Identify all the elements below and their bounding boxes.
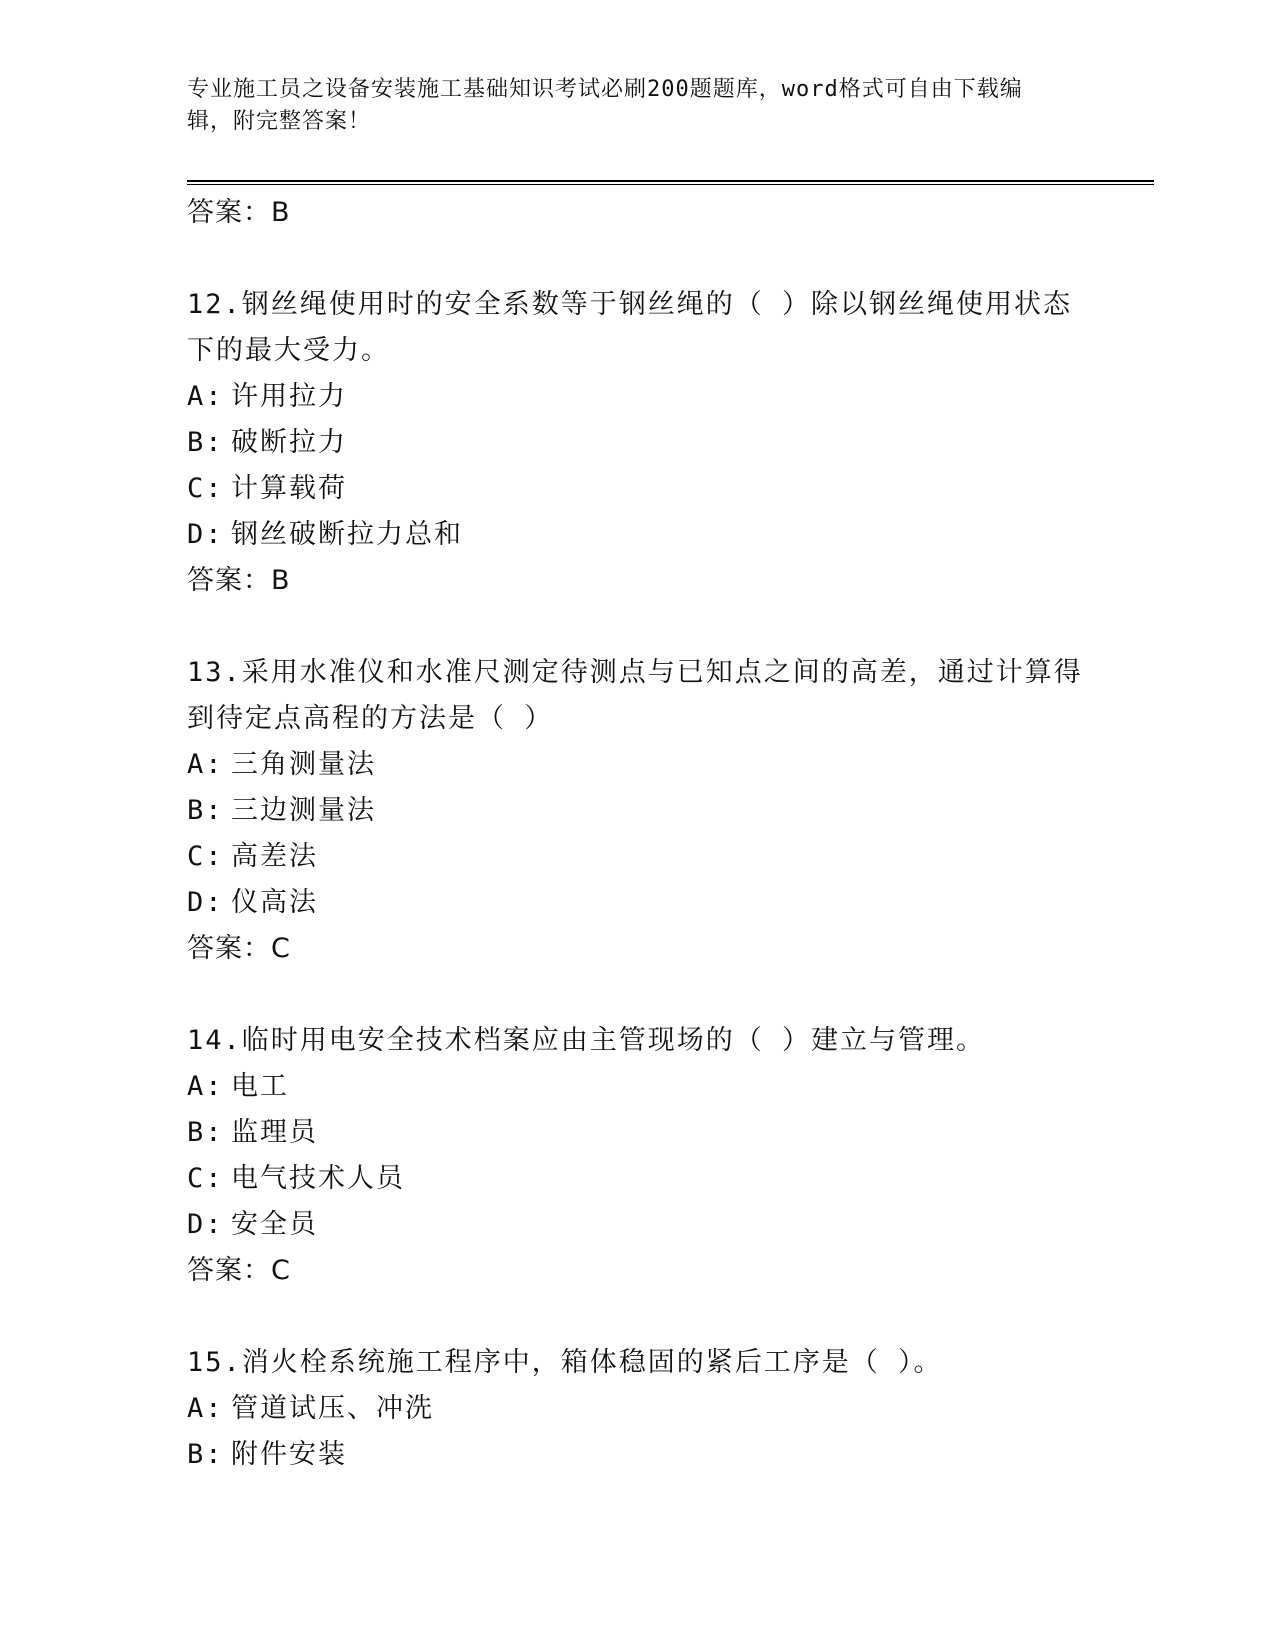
option-text: 附件安装 [231,1439,347,1470]
option-letter: D: [187,887,224,918]
option-a [187,1386,1087,1432]
document-body [187,190,1087,1478]
option-text: 电气技术人员 [231,1163,405,1194]
option-text: 管道试压、冲洗 [231,1393,434,1424]
option-letter: B: [187,795,224,826]
document-header: 专业施工员之设备安装施工基础知识考试必刷200题题库，word格式可自由下载编辑，附完整答案！ [187,77,1023,134]
question-block [187,650,1087,972]
option-b [187,1432,1087,1478]
option-d [187,512,1087,558]
option-letter: B: [187,427,224,458]
spacer [187,604,1087,650]
spacer [187,236,1087,282]
answer-line: 答案：B [187,565,291,596]
question-text: 13.采用水准仪和水准尺测定待测点与已知点之间的高差，通过计算得到待定点高程的方法是（ ） [187,657,1083,734]
spacer [187,972,1087,1018]
option-a [187,1064,1087,1110]
option-text: 计算载荷 [231,473,347,504]
option-c [187,834,1087,880]
question-text: 15.消火栓系统施工程序中，箱体稳固的紧后工序是（ ）。 [187,1347,943,1378]
option-c [187,1156,1087,1202]
question-block [187,1340,1087,1478]
option-b [187,1110,1087,1156]
header-divider [187,180,1154,182]
option-text: 监理员 [231,1117,318,1148]
spacer [187,1294,1087,1340]
question-block [187,282,1087,604]
option-c [187,466,1087,512]
option-letter: C: [187,1163,224,1194]
option-letter: A: [187,381,224,412]
question-text: 12.钢丝绳使用时的安全系数等于钢丝绳的（ ）除以钢丝绳使用状态下的最大受力。 [187,289,1073,366]
option-text: 三角测量法 [231,749,376,780]
option-a [187,742,1087,788]
option-text: 钢丝破断拉力总和 [231,519,463,550]
answer-line: 答案：B [187,197,291,228]
option-text: 三边测量法 [231,795,376,826]
option-letter: B: [187,1439,224,1470]
option-text: 高差法 [231,841,318,872]
answer-line: 答案：C [187,933,291,964]
question-block [187,1018,1087,1294]
question-text: 14.临时用电安全技术档案应由主管现场的（ ）建立与管理。 [187,1025,986,1056]
option-d [187,880,1087,926]
option-b [187,788,1087,834]
option-letter: D: [187,519,224,550]
option-letter: D: [187,1209,224,1240]
option-text: 许用拉力 [231,381,347,412]
option-letter: C: [187,841,224,872]
header-divider-thin [187,184,1154,185]
answer-line: 答案：C [187,1255,291,1286]
option-d [187,1202,1087,1248]
option-letter: B: [187,1117,224,1148]
option-letter: A: [187,1071,224,1102]
option-letter: A: [187,1393,224,1424]
option-letter: C: [187,473,224,504]
option-text: 安全员 [231,1209,318,1240]
option-text: 仪高法 [231,887,318,918]
option-text: 电工 [231,1071,289,1102]
option-a [187,374,1087,420]
option-text: 破断拉力 [231,427,347,458]
option-letter: A: [187,749,224,780]
option-b [187,420,1087,466]
